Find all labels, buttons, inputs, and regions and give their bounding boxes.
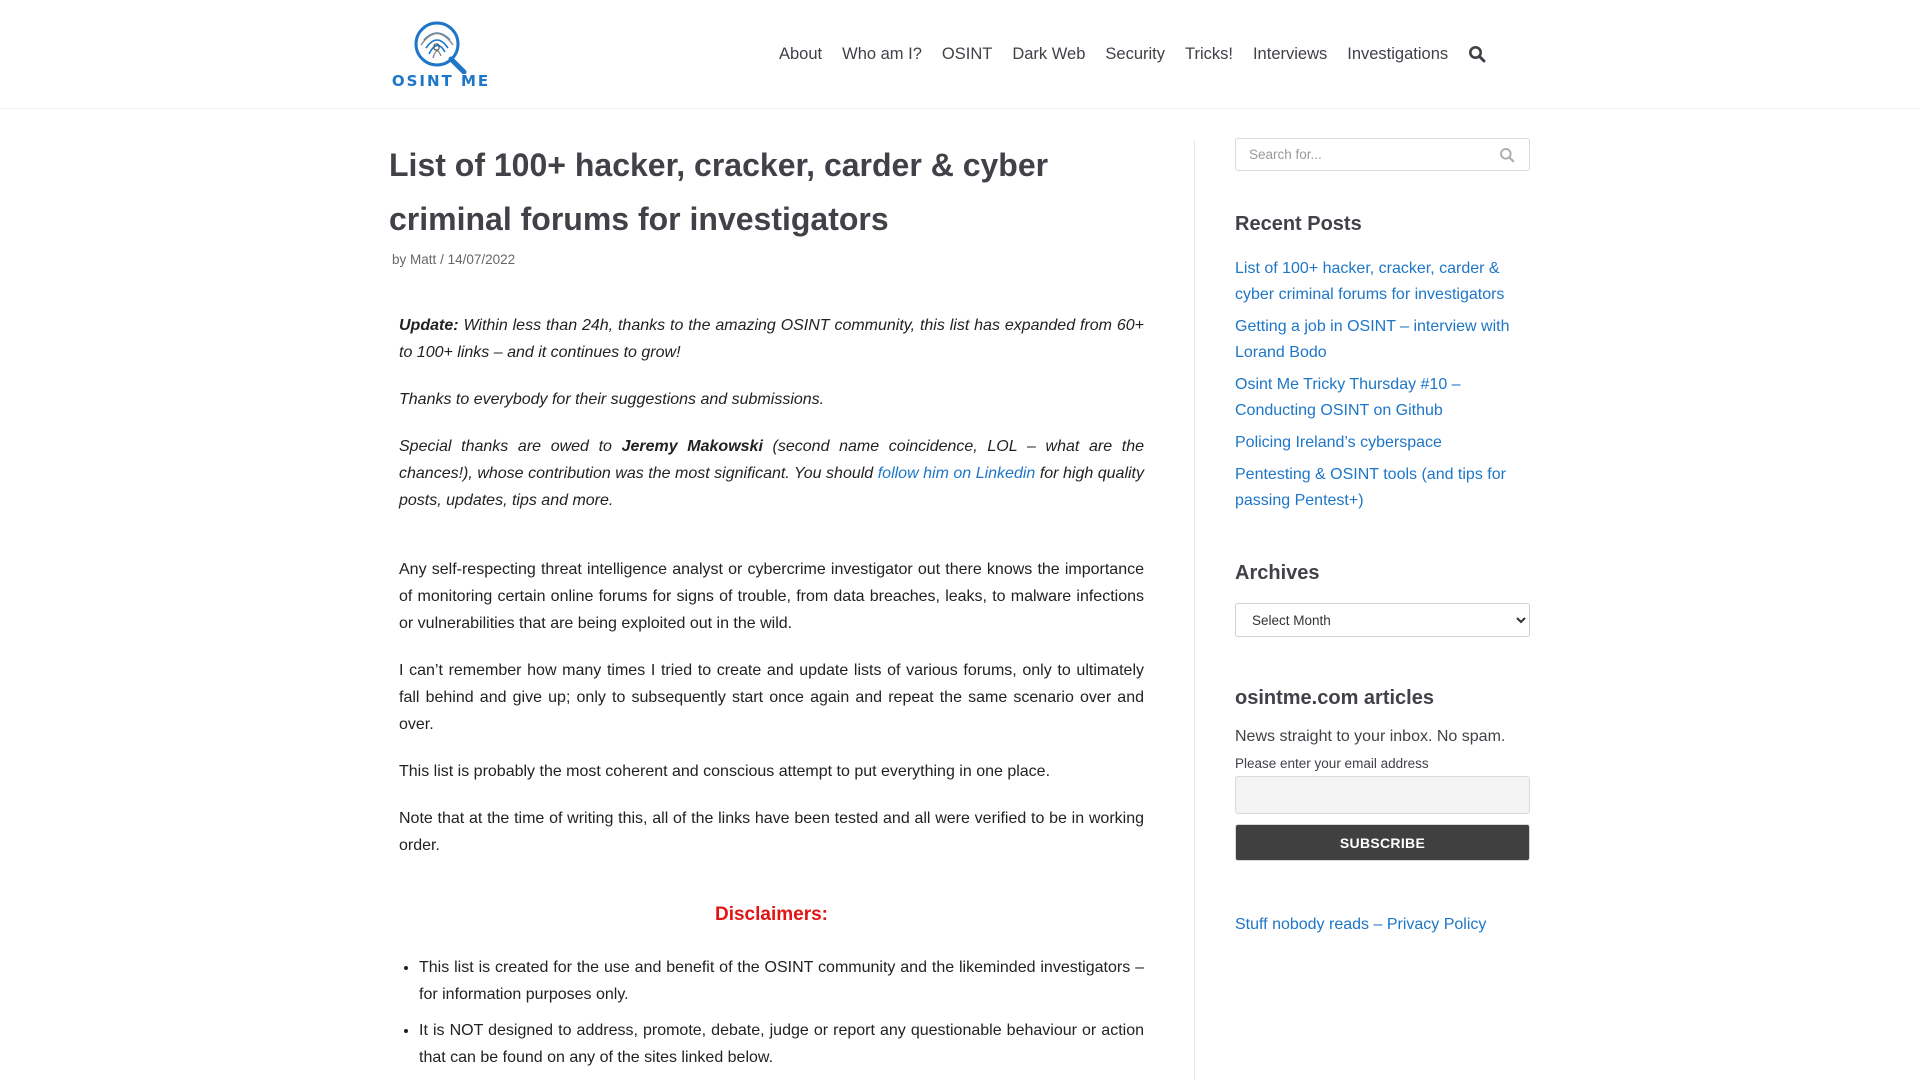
email-label: Please enter your email address: [1235, 756, 1429, 771]
email-field[interactable]: [1235, 776, 1530, 814]
update-paragraph: [399, 312, 1144, 366]
column-divider: [1194, 140, 1195, 1080]
archives-widget: [1235, 562, 1530, 637]
body-paragraph: Any self-respecting threat intelligence analyst or cybercrime investigator out there knows the importance of monitoring certain online forums for signs of trouble, from data breaches, leaks, to malware infections or vulnerabilities that are being exploited out in the wild.: [399, 561, 1144, 632]
nav-item-who-am-i[interactable]: Who am I?: [842, 44, 922, 63]
archives-select[interactable]: [1235, 603, 1530, 637]
author-link[interactable]: Matt: [410, 252, 437, 267]
sidebar-search: [1235, 138, 1530, 171]
recent-post-link[interactable]: List of 100+ hacker, cracker, carder & cyber criminal forums for investigators: [1235, 260, 1505, 303]
privacy-widget: [1235, 916, 1530, 934]
linkedin-link[interactable]: follow him on Linkedin: [877, 465, 1036, 482]
disclaimer-item: • This list is created for the use and benefit of the OSINT community and the likeminded investigators – for information purposes only.: [419, 954, 1144, 1008]
recent-post-link[interactable]: Pentesting & OSINT tools (and tips for passing Pentest+): [1235, 466, 1506, 509]
meta-separator: /: [440, 252, 444, 267]
special-thanks-paragraph: [399, 433, 1144, 514]
special-thanks-intro: Special thanks are owed to: [399, 438, 622, 455]
nav-item-about[interactable]: About: [779, 44, 823, 63]
site-logo[interactable]: [391, 18, 491, 92]
disclaimer-item: • It is NOT designed to address, promote, debate, judge or report any questionable behaviour or action that can be found on any of the sites linked below.: [419, 1017, 1144, 1071]
body-paragraph: I can’t remember how many times I tried to create and update lists of various forums, only to ultimately fall behind and give up; only to subsequently start once again and repeat the same scenario over and over.: [399, 662, 1144, 733]
archives-title: Archives: [1235, 562, 1320, 584]
meta-by: by: [392, 252, 407, 267]
newsletter-tagline: News straight to your inbox. No spam.: [1235, 728, 1506, 745]
nav-item-dark-web[interactable]: Dark Web: [1012, 44, 1086, 63]
special-thanks-end: for high quality posts, updates, tips and more.: [399, 465, 1144, 509]
special-thanks-mid: (second name coincidence, LOL – what are the chances!), whose contribution was the most significant. You should: [399, 438, 1145, 482]
sidebar-search-input[interactable]: [1236, 139, 1486, 170]
recent-post-link[interactable]: Osint Me Tricky Thursday #10 – Conducting OSINT on Github: [1235, 376, 1461, 419]
update-text: Within less than 24h, thanks to the amazing OSINT community, this list has expanded from 60+ to 100+ links – and it continues to grow!: [399, 317, 1144, 361]
disclaimer-heading: Disclaimers:: [714, 904, 828, 925]
site-header: [0, 0, 1920, 109]
recent-posts-title: Recent Posts: [1235, 213, 1362, 235]
body-paragraph: Note that at the time of writing this, all of the links have been tested and all were verified to be in working order.: [399, 810, 1144, 854]
recent-post-link[interactable]: Policing Ireland’s cyberspace: [1235, 434, 1442, 451]
subscribe-button[interactable]: SUBSCRIBE: [1235, 824, 1530, 861]
newsletter-widget: [1235, 687, 1530, 861]
recent-post-link[interactable]: Getting a job in OSINT – interview with Lorand Bodo: [1235, 318, 1510, 361]
body-paragraph: This list is probably the most coherent and conscious attempt to put everything in one place.: [399, 763, 1051, 780]
logo-text: OSINT ME: [391, 72, 491, 90]
nav-item-security[interactable]: Security: [1105, 44, 1165, 63]
main-nav: [779, 42, 1486, 66]
post-meta: [392, 252, 515, 267]
recent-posts-widget: [1235, 213, 1530, 514]
search-icon[interactable]: [1468, 45, 1486, 63]
fingerprint-magnifier-icon: [391, 18, 491, 74]
nav-item-tricks[interactable]: Tricks!: [1185, 44, 1233, 63]
newsletter-title: osintme.com articles: [1235, 687, 1434, 709]
nav-item-osint[interactable]: OSINT: [941, 44, 993, 63]
post-content: [399, 312, 1144, 1080]
post-title: List of 100+ hacker, cracker, carder & cyber criminal forums for investigators: [389, 147, 1049, 237]
disclaimer-list: [399, 954, 1144, 1071]
search-icon[interactable]: [1499, 147, 1515, 163]
privacy-policy-link[interactable]: Stuff nobody reads – Privacy Policy: [1235, 916, 1487, 933]
nav-item-interviews[interactable]: Interviews: [1252, 44, 1328, 63]
contributor-name: Jeremy Makowski: [621, 438, 763, 455]
update-label: Update:: [399, 317, 459, 334]
nav-item-investigations[interactable]: Investigations: [1347, 44, 1449, 63]
post-date: 14/07/2022: [447, 252, 516, 267]
sidebar: [1235, 138, 1530, 934]
thanks-paragraph: Thanks to everybody for their suggestions and submissions.: [399, 391, 825, 408]
